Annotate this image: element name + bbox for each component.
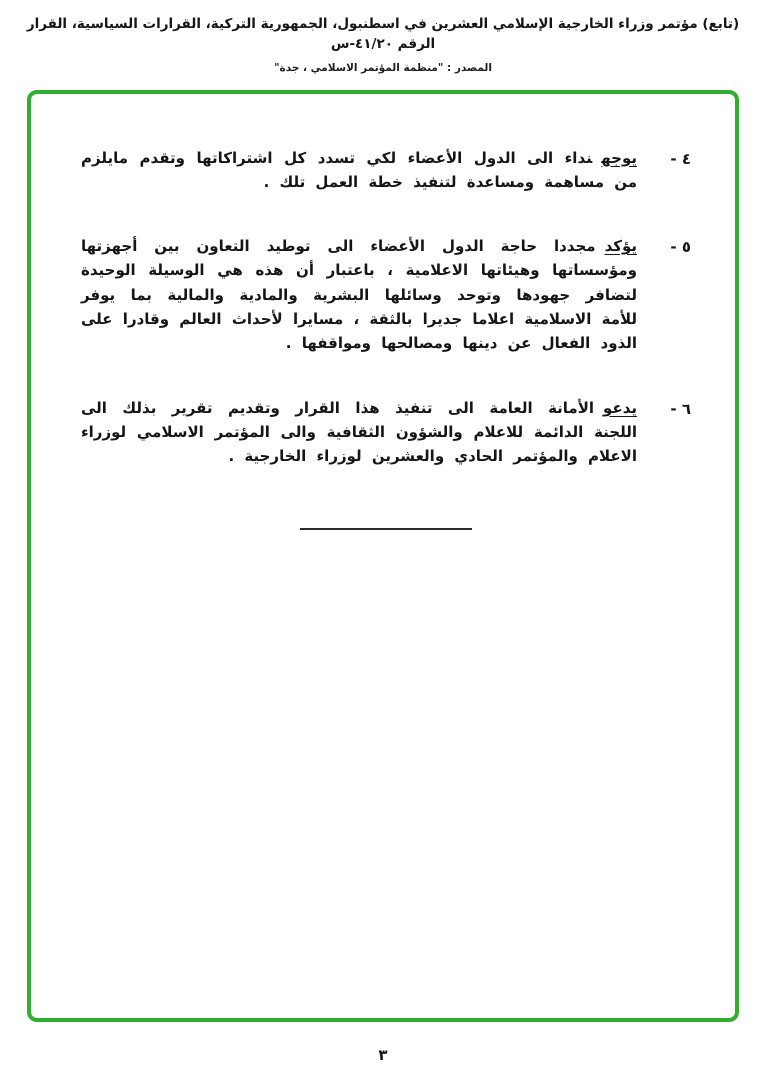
document-header — [0, 14, 766, 74]
clause-number: ٤ - — [670, 149, 691, 168]
document-source-line: المصدر : "منظمة المؤتمر الاسلامي ، جدة" — [274, 61, 492, 74]
clause-number: ٥ - — [670, 238, 691, 257]
clause-text — [81, 146, 637, 195]
end-of-text-separator — [300, 528, 472, 530]
clause-text — [81, 396, 637, 469]
clause-number: ٦ - — [670, 399, 691, 418]
clause-text — [81, 234, 637, 355]
document-title: (تابع) مؤتمر وزراء الخارجية الإسلامي العشرين في اسطنبول، الجمهورية التركية، القرارات السياسية، القرار الرقم ٤١/٢٠-س — [26, 16, 740, 53]
clause-body-text: نداء الى الدول الأعضاء لكي تسدد كل اشتراكاتها وتقدم مايلزم من مساهمة ومساعدة لتنفيذ خطة العمل تلك . — [81, 148, 637, 191]
clause-body-text: مجددا حاجة الدول الأعضاء الى توطيد التعاون بين أجهزتها ومؤسساتها وهيئاتها الاعلامية ، باعتبار أن هذه هي الوسيلة الوحيدة لتضافر جهودها وتوحد وسائلها البشرية والمادية والمالية بما يوفر للأمة الاسلامية اعلاما جديرا بالثقة ، مسايرا لأحداث العالم وقادرا على الذود الفعال عن دينها ومصالحها ومواقفها . — [81, 237, 637, 353]
clause-lead-word: يؤكد — [604, 237, 637, 256]
page-number: ٣ — [378, 1045, 388, 1064]
clause-5 — [81, 234, 691, 355]
clause-body-text: الأمانة العامة الى تنفيذ هذا القرار وتقديم تقرير بذلك الى اللجنة الدائمة للاعلام والشؤون الثقافية والى المؤتمر الاسلامي لوزراء الاعلام والمؤتمر الحادي والعشرين لوزراء الخارجية . — [81, 398, 637, 466]
clause-6 — [81, 396, 691, 469]
clause-4 — [81, 146, 691, 195]
clause-lead-word: يدعو — [603, 398, 637, 417]
clause-lead-word: يوجه — [601, 148, 637, 167]
content-frame — [27, 90, 739, 1022]
